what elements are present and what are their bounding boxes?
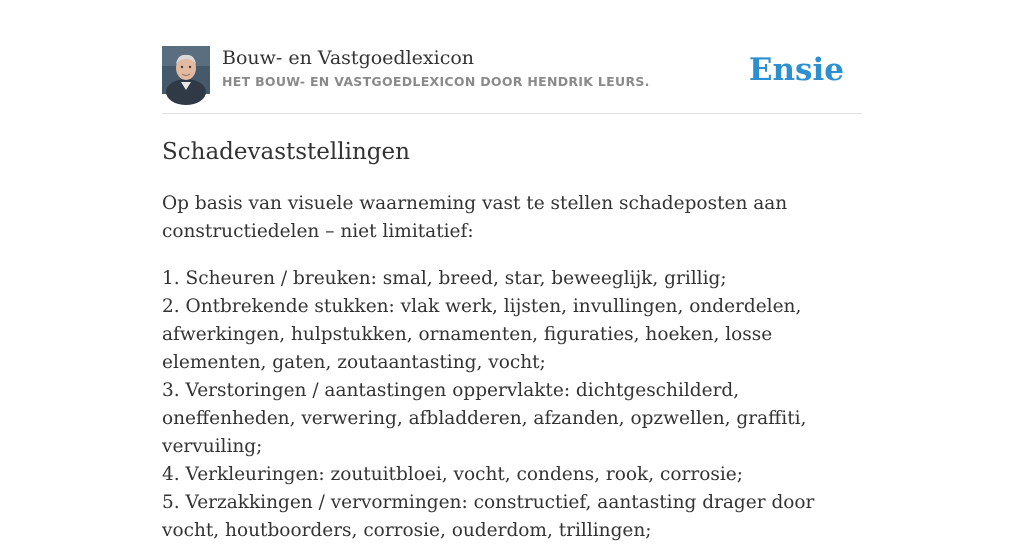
entry-list-item: 3. Verstoringen / aantastingen oppervlakte: dichtgeschilderd, oneffenheden, verwering, afbladderen, afzanden, opzwellen, graffiti, vervuiling;: [162, 380, 807, 457]
author-avatar[interactable]: [162, 46, 210, 94]
source-subtitle: HET BOUW- EN VASTGOEDLEXICON DOOR HENDRIK LEURS.: [222, 74, 650, 89]
source-header: [162, 46, 862, 96]
ensie-logo-link[interactable]: Ensie: [748, 52, 844, 88]
entry-list-item: 4. Verkleuringen: zoutuitbloei, vocht, condens, rook, corrosie;: [162, 464, 743, 485]
entry-intro: Op basis van visuele waarneming vast te stellen schadeposten aan constructiedelen – niet limitatief:: [162, 193, 788, 242]
entry-list-item: 1. Scheuren / breuken: smal, breed, star, beweeglijk, grillig;: [162, 268, 727, 289]
entry-body: [162, 190, 872, 545]
header-divider: [162, 113, 862, 114]
entry-list-item: 2. Ontbrekende stukken: vlak werk, lijsten, invullingen, onderdelen, afwerkingen, hulpstukken, ornamenten, figuraties, hoeken, losse elementen, gaten, zoutaantasting, vocht;: [162, 296, 802, 373]
source-title[interactable]: Bouw- en Vastgoedlexicon: [222, 47, 475, 69]
entry-list-item: 5. Verzakkingen / vervormingen: constructief, aantasting drager door vocht, houtboorders, corrosie, ouderdom, trillingen;: [162, 492, 815, 541]
entry-title: Schadevaststellingen: [162, 139, 410, 165]
